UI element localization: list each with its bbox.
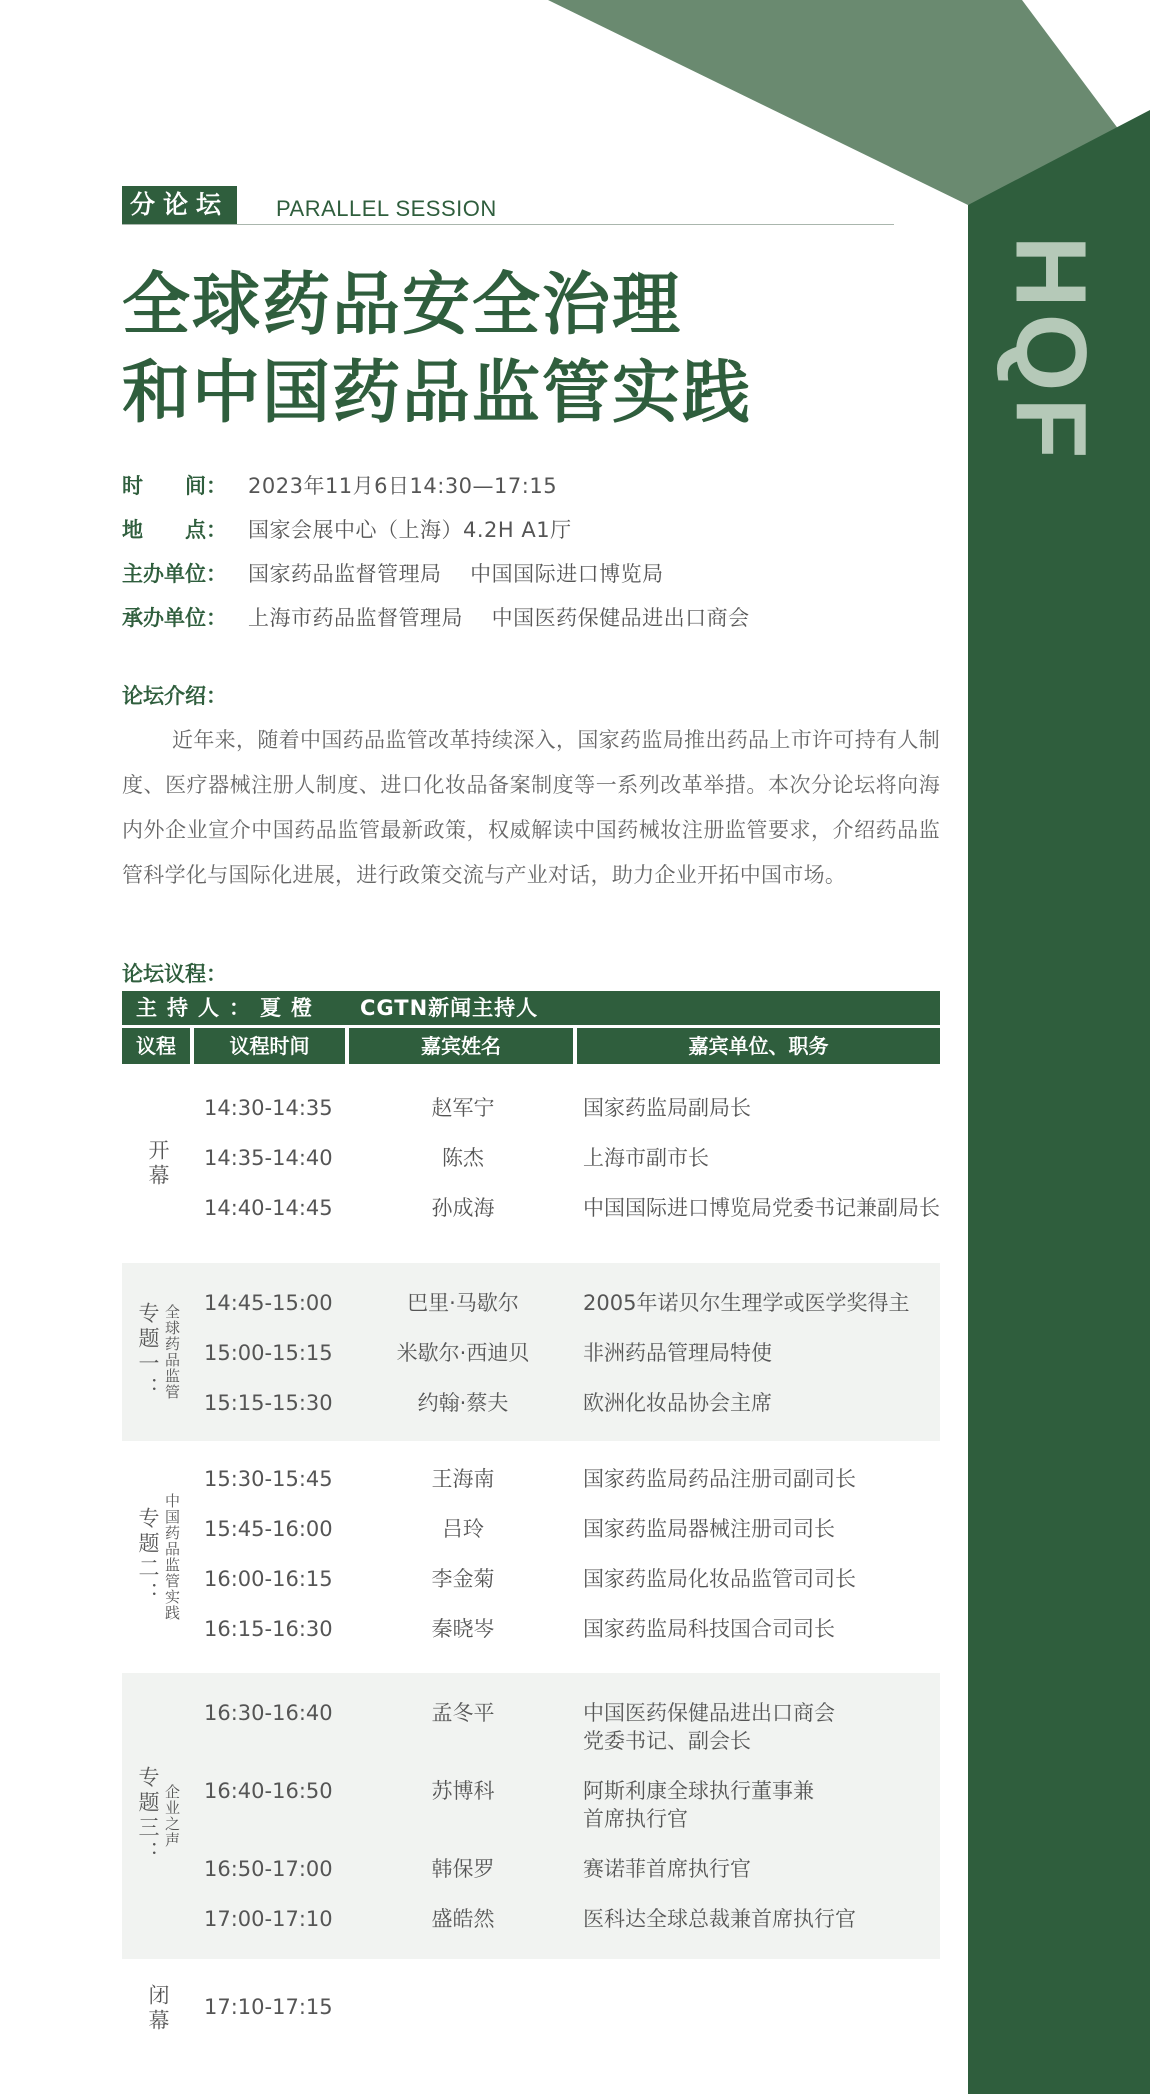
forum-title	[122, 262, 752, 438]
session-tag: 分论坛	[122, 186, 237, 224]
table-row: 15:30-15:45 王海南 国家药监局药品注册司副司长	[204, 1467, 856, 1491]
info-label: 主办单位：	[122, 562, 227, 586]
section-label: 专题一： 全球药品监管	[136, 1302, 181, 1402]
column-header: 议程	[122, 1028, 194, 1064]
agenda-table	[122, 991, 940, 2059]
section-label: 专题二： 中国药品监管实践	[136, 1493, 181, 1621]
column-header: 嘉宾单位、职务	[577, 1028, 940, 1064]
info-time	[122, 470, 942, 514]
table-row: 16:40-16:50 苏博科 阿斯利康全球执行董事兼 首席执行官	[204, 1779, 814, 1831]
table-row: 17:00-17:10 盛皓然 医科达全球总裁兼首席执行官	[204, 1907, 856, 1931]
info-value: 国家药品监督管理局 中国国际进口博览局	[248, 562, 664, 586]
table-row: 14:30-14:35 赵军宁 国家药监局副局长	[204, 1096, 751, 1120]
column-header: 嘉宾姓名	[349, 1028, 577, 1064]
agenda-section-closing	[122, 1959, 940, 2059]
header-divider	[122, 224, 894, 225]
info-label: 地 点：	[122, 518, 227, 542]
info-venue	[122, 514, 942, 558]
section-label: 专题三： 企业之声	[136, 1766, 181, 1866]
agenda-section-topic-1	[122, 1263, 940, 1441]
info-label: 时 间：	[122, 474, 227, 498]
table-row: 14:35-14:40 陈杰 上海市副市长	[204, 1146, 709, 1170]
section-rows	[194, 1441, 946, 1673]
intro-heading: 论坛介绍：	[122, 684, 227, 708]
table-row: 16:00-16:15 李金菊 国家药监局化妆品监管司司长	[204, 1567, 856, 1591]
agenda-section-topic-2	[122, 1441, 940, 1673]
table-row: 15:00-15:15 米歇尔·西迪贝 非洲药品管理局特使	[204, 1341, 772, 1365]
table-row: 16:50-17:00 韩保罗 赛诺菲首席执行官	[204, 1857, 751, 1881]
intro-text: 近年来，随着中国药品监管改革持续深入，国家药监局推出药品上市许可持有人制度、医疗器械注册人制度、进口化妆品备案制度等一系列改革举措。本次分论坛将向海内外企业宣介中国药品监管最新政策，权威解读中国药械妆注册监管要求，介绍药品监管科学化与国际化进展，进行政策交流与产业对话，助力企业开拓中国市场。	[122, 728, 940, 887]
table-row: 16:15-16:30 秦晓岑 国家药监局科技国合司司长	[204, 1617, 835, 1641]
info-value: 2023年11月6日14:30—17:15	[248, 474, 558, 498]
section-label: 闭幕	[146, 1984, 170, 2034]
host-role: CGTN新闻主持人	[360, 996, 539, 1020]
table-row: 15:45-16:00 吕玲 国家药监局器械注册司司长	[204, 1517, 835, 1541]
hqf-logo: HQF	[994, 235, 1107, 465]
info-host	[122, 558, 942, 602]
table-row: 15:15-15:30 约翰·蔡夫 欧洲化妆品协会主席	[204, 1391, 772, 1415]
section-label: 开幕	[146, 1138, 170, 1189]
host-label: 主持人：夏橙	[136, 996, 322, 1020]
table-row: 14:45-15:00 巴里·马歇尔 2005年诺贝尔生理学或医学奖得主	[204, 1291, 910, 1315]
agenda-section-topic-3	[122, 1673, 940, 1959]
info-block	[122, 470, 942, 646]
title-line-2: 和中国药品监管实践	[122, 354, 753, 433]
info-label: 承办单位：	[122, 606, 227, 630]
table-row: 16:30-16:40 孟冬平 中国医药保健品进出口商会 党委书记、副会长	[204, 1701, 835, 1753]
session-tag-en: PARALLEL SESSION	[276, 196, 497, 221]
info-organizer	[122, 602, 942, 646]
host-bar	[122, 991, 940, 1025]
section-rows	[194, 1263, 946, 1441]
table-row: 14:40-14:45 孙成海 中国国际进口博览局党委书记兼副局长	[204, 1196, 940, 1220]
title-line-1: 全球药品安全治理	[122, 266, 683, 345]
section-rows	[194, 1064, 946, 1263]
section-rows	[194, 1959, 946, 2059]
agenda-heading: 论坛议程：	[122, 962, 227, 986]
info-value: 上海市药品监督管理局 中国医药保健品进出口商会	[248, 606, 750, 630]
table-row: 17:10-17:15	[204, 1995, 333, 2019]
column-header: 议程时间	[194, 1028, 349, 1064]
section-rows	[194, 1673, 946, 1959]
agenda-section-opening	[122, 1064, 940, 1263]
table-header	[122, 1028, 940, 1064]
info-value: 国家会展中心（上海）4.2H A1厅	[248, 518, 572, 542]
